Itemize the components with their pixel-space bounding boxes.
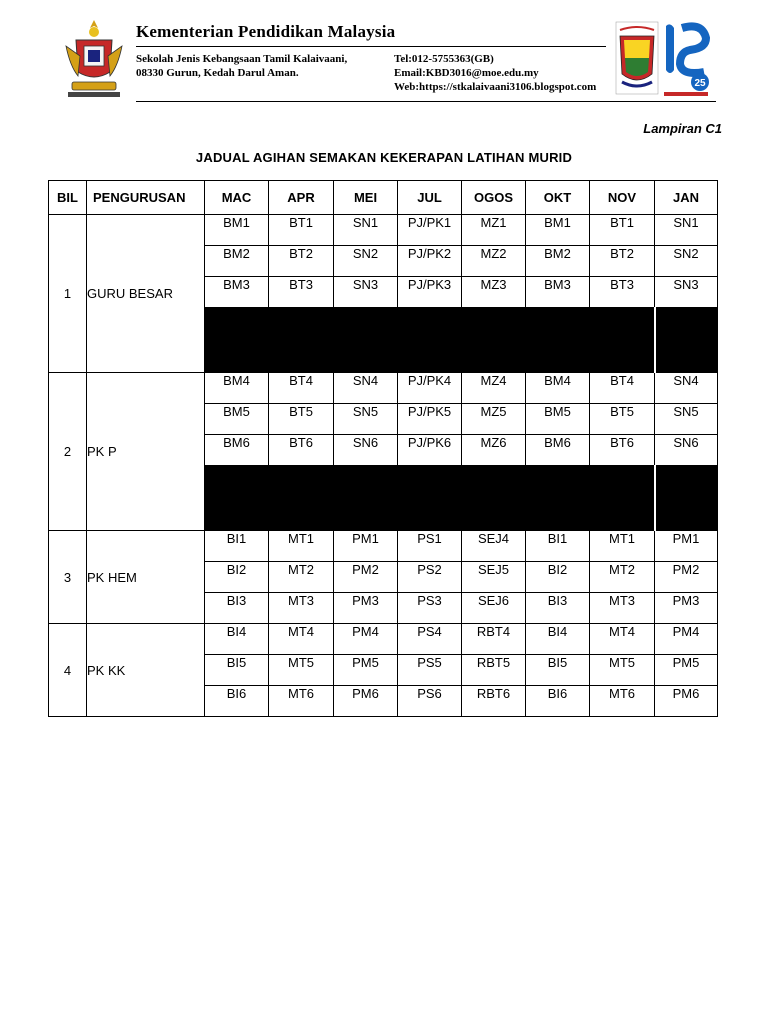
contact-email: Email:KBD3016@moe.edu.my [394, 67, 539, 79]
subject-cell: BI1 [526, 531, 590, 562]
subject-cell: BM3 [205, 277, 269, 308]
bil-cell: 1 [49, 215, 87, 373]
subject-cell: MT5 [269, 655, 334, 686]
subject-cell: BM5 [205, 404, 269, 435]
subject-cell: MT4 [269, 624, 334, 655]
subject-cell: PM1 [334, 531, 398, 562]
subject-cell: SN2 [334, 246, 398, 277]
subject-cell: SEJ6 [462, 593, 526, 624]
subject-cell: PJ/PK6 [398, 435, 462, 466]
redaction-block [205, 308, 655, 373]
subject-cell: SEJ4 [462, 531, 526, 562]
subject-cell: BT5 [590, 404, 655, 435]
subject-cell: MT6 [590, 686, 655, 717]
subject-cell: PM5 [655, 655, 718, 686]
subject-cell: MT6 [269, 686, 334, 717]
col-header-mei: MEI [334, 181, 398, 215]
subject-cell: MT2 [269, 562, 334, 593]
subject-cell: PJ/PK4 [398, 373, 462, 404]
subject-cell: SN4 [334, 373, 398, 404]
anniversary-25-logo-icon [660, 20, 712, 100]
school-badge-icon [614, 20, 660, 96]
subject-cell: PS5 [398, 655, 462, 686]
subject-cell: SN6 [334, 435, 398, 466]
col-header-apr: APR [269, 181, 334, 215]
letterhead [0, 0, 768, 110]
col-header-jan: JAN [655, 181, 718, 215]
subject-cell: BT6 [590, 435, 655, 466]
subject-cell: PM6 [334, 686, 398, 717]
subject-cell: MT5 [590, 655, 655, 686]
school-contact [394, 52, 596, 94]
redaction-block [205, 466, 655, 531]
subject-cell: MZ1 [462, 215, 526, 246]
subject-cell: MT4 [590, 624, 655, 655]
subject-cell: PM6 [655, 686, 718, 717]
subject-cell: MT3 [269, 593, 334, 624]
address-line: 08330 Gurun, Kedah Darul Aman. [136, 67, 299, 79]
subject-cell: SN6 [655, 435, 718, 466]
col-header-ogos: OGOS [462, 181, 526, 215]
subject-cell: BM4 [205, 373, 269, 404]
subject-cell: PM3 [655, 593, 718, 624]
subject-cell: PM3 [334, 593, 398, 624]
subject-cell: MZ3 [462, 277, 526, 308]
redaction-block [655, 466, 718, 531]
subject-cell: BT3 [269, 277, 334, 308]
subject-cell: BM6 [205, 435, 269, 466]
appendix-label: Lampiran C1 [643, 121, 722, 136]
subject-cell: BI1 [205, 531, 269, 562]
subject-cell: BI5 [205, 655, 269, 686]
subject-cell: MZ5 [462, 404, 526, 435]
subject-cell: MT2 [590, 562, 655, 593]
subject-cell: BT4 [269, 373, 334, 404]
subject-cell: BM2 [205, 246, 269, 277]
subject-cell: PJ/PK2 [398, 246, 462, 277]
subject-cell: BI6 [526, 686, 590, 717]
subject-cell: BI3 [526, 593, 590, 624]
ministry-name: Kementerian Pendidikan Malaysia [136, 22, 396, 41]
subject-cell: PJ/PK5 [398, 404, 462, 435]
subject-cell: BT4 [590, 373, 655, 404]
subject-cell: BT1 [269, 215, 334, 246]
subject-cell: RBT4 [462, 624, 526, 655]
subject-cell: SN3 [334, 277, 398, 308]
subject-cell: BI2 [526, 562, 590, 593]
table-row [49, 373, 718, 404]
subject-cell: BM4 [526, 373, 590, 404]
subject-cell: SN4 [655, 373, 718, 404]
col-header-nov: NOV [590, 181, 655, 215]
subject-cell: BT2 [269, 246, 334, 277]
pengurusan-cell: PK P [87, 373, 205, 531]
subject-cell: SN1 [334, 215, 398, 246]
logo-25-text: 25 [694, 78, 706, 89]
subject-cell: PS6 [398, 686, 462, 717]
subject-cell: BT2 [590, 246, 655, 277]
school-address [136, 52, 347, 80]
subject-cell: SEJ5 [462, 562, 526, 593]
subject-cell: MT1 [269, 531, 334, 562]
pengurusan-cell: GURU BESAR [87, 215, 205, 373]
subject-cell: BM5 [526, 404, 590, 435]
subject-cell: SN5 [334, 404, 398, 435]
header-divider [136, 46, 606, 47]
redaction-block [655, 308, 718, 373]
table-row [49, 624, 718, 655]
subject-cell: BI6 [205, 686, 269, 717]
subject-cell: PM2 [655, 562, 718, 593]
subject-cell: BI5 [526, 655, 590, 686]
schedule-table [48, 180, 718, 717]
subject-cell: BT1 [590, 215, 655, 246]
subject-cell: PM1 [655, 531, 718, 562]
subject-cell: MT3 [590, 593, 655, 624]
subject-cell: MZ4 [462, 373, 526, 404]
subject-cell: PM5 [334, 655, 398, 686]
subject-cell: BM6 [526, 435, 590, 466]
subject-cell: BI4 [205, 624, 269, 655]
subject-cell: BM2 [526, 246, 590, 277]
subject-cell: PJ/PK3 [398, 277, 462, 308]
subject-cell: BT5 [269, 404, 334, 435]
subject-cell: SN5 [655, 404, 718, 435]
subject-cell: RBT6 [462, 686, 526, 717]
subject-cell: PM2 [334, 562, 398, 593]
pengurusan-cell: PK HEM [87, 531, 205, 624]
table-header-row [49, 181, 718, 215]
subject-cell: BI2 [205, 562, 269, 593]
bil-cell: 3 [49, 531, 87, 624]
subject-cell: BI3 [205, 593, 269, 624]
col-header-okt: OKT [526, 181, 590, 215]
subject-cell: BI4 [526, 624, 590, 655]
col-header-bil: BIL [49, 181, 87, 215]
subject-cell: BM3 [526, 277, 590, 308]
table-row [49, 215, 718, 246]
bil-cell: 4 [49, 624, 87, 717]
subject-cell: BM1 [526, 215, 590, 246]
contact-phone: Tel:012-5755363(GB) [394, 53, 494, 65]
table-row [49, 531, 718, 562]
letterhead-bottom-rule [136, 101, 716, 102]
col-header-mac: MAC [205, 181, 269, 215]
col-header-pengurusan: PENGURUSAN [87, 181, 205, 215]
subject-cell: PS1 [398, 531, 462, 562]
document-title: JADUAL AGIHAN SEMAKAN KEKERAPAN LATIHAN MURID [195, 150, 573, 165]
subject-cell: BT6 [269, 435, 334, 466]
col-header-jul: JUL [398, 181, 462, 215]
subject-cell: RBT5 [462, 655, 526, 686]
pengurusan-cell: PK KK [87, 624, 205, 717]
subject-cell: MT1 [590, 531, 655, 562]
subject-cell: PM4 [655, 624, 718, 655]
subject-cell: PM4 [334, 624, 398, 655]
bil-cell: 2 [49, 373, 87, 531]
subject-cell: MZ6 [462, 435, 526, 466]
subject-cell: SN3 [655, 277, 718, 308]
subject-cell: SN1 [655, 215, 718, 246]
subject-cell: PS4 [398, 624, 462, 655]
subject-cell: PJ/PK1 [398, 215, 462, 246]
subject-cell: MZ2 [462, 246, 526, 277]
subject-cell: BT3 [590, 277, 655, 308]
subject-cell: PS3 [398, 593, 462, 624]
malaysia-coat-of-arms-icon [62, 16, 126, 100]
address-line: Sekolah Jenis Kebangsaan Tamil Kalaivaani, [136, 53, 348, 65]
subject-cell: PS2 [398, 562, 462, 593]
contact-web: Web:https://stkalaivaani3106.blogspot.com [394, 81, 597, 93]
subject-cell: SN2 [655, 246, 718, 277]
subject-cell: BM1 [205, 215, 269, 246]
